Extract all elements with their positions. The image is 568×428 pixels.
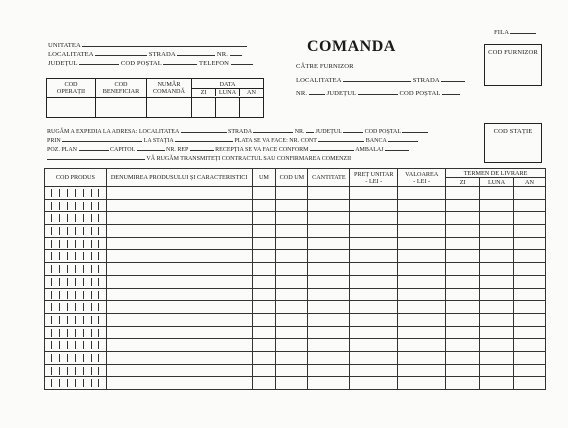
cod-statie-box[interactable] <box>484 123 542 163</box>
termen-zi-cell[interactable] <box>446 377 480 390</box>
termen-an-cell[interactable] <box>514 212 546 225</box>
cod-furnizor-label: COD FURNIZOR <box>488 49 538 56</box>
valoarea-cell[interactable] <box>398 225 446 238</box>
um-cell[interactable] <box>252 250 276 263</box>
termen-an-cell[interactable] <box>514 237 546 250</box>
valoarea-cell[interactable] <box>398 263 446 276</box>
termen-zi-cell[interactable] <box>446 237 480 250</box>
telefon-label: TELEFON <box>199 60 230 67</box>
cod-produs-cell[interactable] <box>45 377 107 390</box>
capitol-line <box>137 144 165 151</box>
valoarea-cell[interactable] <box>398 237 446 250</box>
termen-zi-cell[interactable] <box>446 339 480 352</box>
digit-dividers <box>45 352 106 364</box>
cod-produs-cell[interactable] <box>45 313 107 326</box>
strada-line <box>177 49 215 56</box>
cod-um-cell[interactable] <box>276 377 308 390</box>
cod-operatii-cell[interactable] <box>47 98 96 118</box>
furnizor-cod-postal-line <box>442 88 460 95</box>
cantitate-cell[interactable] <box>308 288 350 301</box>
table-row <box>45 199 546 212</box>
cod-statie-label: COD STAȚIE <box>493 128 533 135</box>
cod-beneficiar-cell[interactable] <box>96 98 147 118</box>
cantitate-cell[interactable] <box>308 313 350 326</box>
termen-luna-cell[interactable] <box>480 351 514 364</box>
furnizor-cod-postal-label: COD POȘTAL <box>399 90 441 97</box>
cod-produs-cell[interactable] <box>45 199 107 212</box>
numar-comanda-header: NUMĂR COMANDĂ <box>147 79 192 98</box>
cod-um-cell[interactable] <box>276 339 308 352</box>
um-cell[interactable] <box>252 351 276 364</box>
delivery-line-3[interactable] <box>47 144 409 153</box>
cod-furnizor-box[interactable] <box>484 44 542 86</box>
um-cell[interactable] <box>252 187 276 200</box>
ambalaj-label: AMBALAJ <box>355 147 384 153</box>
termen-livrare-header: TERMEN DE LIVRARE <box>446 169 546 178</box>
termen-zi-cell[interactable] <box>446 351 480 364</box>
um-header: UM <box>252 169 276 187</box>
termen-an-cell[interactable] <box>514 313 546 326</box>
termen-luna-cell[interactable] <box>480 212 514 225</box>
luna-cell[interactable] <box>216 98 240 117</box>
nr-label: NR. <box>216 51 228 58</box>
um-cell[interactable] <box>252 225 276 238</box>
termen-an-cell[interactable] <box>514 326 546 339</box>
cod-um-cell[interactable] <box>276 275 308 288</box>
table-row <box>45 187 546 200</box>
furnizor-nr-field[interactable] <box>296 88 460 97</box>
cantitate-header: CANTITATE <box>308 169 350 187</box>
expediere-nr-line <box>306 126 314 133</box>
cod-operatii-header: COD OPERAȚII <box>47 79 96 98</box>
digit-dividers <box>45 289 106 301</box>
expediere-label: RUGĂM A EXPEDIA LA ADRESA: LOCALITATEA <box>47 129 180 135</box>
table-row <box>45 351 546 364</box>
denumirea-cell[interactable] <box>106 326 252 339</box>
termen-luna-cell[interactable] <box>480 364 514 377</box>
denumirea-cell[interactable] <box>106 263 252 276</box>
digit-dividers <box>45 339 106 351</box>
cod-um-cell[interactable] <box>276 301 308 314</box>
cantitate-cell[interactable] <box>308 212 350 225</box>
cod-produs-cell[interactable] <box>45 225 107 238</box>
termen-luna-cell[interactable] <box>480 339 514 352</box>
valoarea-header: VALOAREA - LEI - <box>398 169 446 187</box>
cantitate-cell[interactable] <box>308 326 350 339</box>
localitatea-label: LOCALITATEA <box>48 51 94 58</box>
expediere-strada-line <box>253 126 293 133</box>
cod-um-cell[interactable] <box>276 187 308 200</box>
termen-luna-cell[interactable] <box>480 275 514 288</box>
cod-produs-cell[interactable] <box>45 237 107 250</box>
table-row <box>45 263 546 276</box>
confirmare-label: VĂ RUGĂM TRANSMITEȚI CONTRACTUL SAU CONFIRMAREA COMENZII <box>146 156 352 162</box>
cantitate-cell[interactable] <box>308 199 350 212</box>
denumirea-cell[interactable] <box>106 364 252 377</box>
pret-unitar-cell[interactable] <box>350 339 398 352</box>
denumirea-cell[interactable] <box>106 339 252 352</box>
table-row <box>45 313 546 326</box>
expediere-localitatea-line <box>181 126 227 133</box>
termen-luna-cell[interactable] <box>480 326 514 339</box>
termen-luna-cell[interactable] <box>480 377 514 390</box>
pret-unitar-cell[interactable] <box>350 275 398 288</box>
denumirea-cell[interactable] <box>106 212 252 225</box>
pret-unitar-cell[interactable] <box>350 313 398 326</box>
valoarea-cell[interactable] <box>398 301 446 314</box>
cod-postal-line <box>163 58 197 65</box>
termen-an-cell[interactable] <box>514 351 546 364</box>
cod-um-cell[interactable] <box>276 263 308 276</box>
cantitate-cell[interactable] <box>308 275 350 288</box>
receptia-line <box>310 144 354 151</box>
termen-an-cell[interactable] <box>514 339 546 352</box>
denumirea-cell[interactable] <box>106 275 252 288</box>
digit-dividers <box>45 314 106 326</box>
digit-dividers <box>45 301 106 313</box>
confirmare-line <box>47 153 145 160</box>
digit-dividers <box>45 238 106 250</box>
cod-um-cell[interactable] <box>276 225 308 238</box>
digit-dividers <box>45 276 106 288</box>
cod-produs-cell[interactable] <box>45 339 107 352</box>
table-row <box>45 237 546 250</box>
cod-um-cell[interactable] <box>276 364 308 377</box>
termen-an-cell[interactable] <box>514 263 546 276</box>
termen-luna-cell[interactable] <box>480 263 514 276</box>
cod-beneficiar-header: COD BENEFICIAR <box>96 79 147 98</box>
cod-um-cell[interactable] <box>276 326 308 339</box>
cantitate-cell[interactable] <box>308 237 350 250</box>
um-cell[interactable] <box>252 313 276 326</box>
pret-unitar-header: PREȚ UNITAR - LEI - <box>350 169 398 187</box>
um-cell[interactable] <box>252 199 276 212</box>
receptia-label: RECEPȚIA SE VA FACE CONFORM <box>215 147 309 153</box>
denumirea-cell[interactable] <box>106 237 252 250</box>
furnizor-nr-label: NR. <box>296 90 308 97</box>
digit-dividers <box>45 327 106 339</box>
denumirea-cell[interactable] <box>106 250 252 263</box>
pret-unitar-cell[interactable] <box>350 225 398 238</box>
numar-comanda-cell[interactable] <box>147 98 192 118</box>
cod-produs-cell[interactable] <box>45 326 107 339</box>
um-cell[interactable] <box>252 263 276 276</box>
furnizor-localitatea-line <box>343 75 411 82</box>
banca-label: BANCA <box>365 138 387 144</box>
cantitate-cell[interactable] <box>308 351 350 364</box>
pret-unitar-cell[interactable] <box>350 288 398 301</box>
valoarea-cell[interactable] <box>398 377 446 390</box>
furnizor-localitatea-field[interactable] <box>296 75 465 84</box>
unitatea-field[interactable] <box>48 40 247 49</box>
termen-zi-cell[interactable] <box>446 288 480 301</box>
digit-dividers <box>45 212 106 224</box>
pret-unitar-cell[interactable] <box>350 351 398 364</box>
judetul-label: JUDEȚUL <box>48 60 78 67</box>
banca-line <box>388 135 418 142</box>
denumirea-cell[interactable] <box>106 313 252 326</box>
judetul-line <box>79 58 119 65</box>
cod-produs-cell[interactable] <box>45 364 107 377</box>
plata-cont-line <box>318 135 364 142</box>
um-cell[interactable] <box>252 339 276 352</box>
cod-produs-header: COD PRODUS <box>45 169 107 187</box>
unitatea-label: UNITATEA <box>48 42 81 49</box>
table-row <box>45 212 546 225</box>
pret-unitar-cell[interactable] <box>350 301 398 314</box>
plata-cont-label: PLATA SE VA FACE: NR. CONT <box>234 138 317 144</box>
termen-luna-cell[interactable] <box>480 313 514 326</box>
products-table <box>44 168 546 390</box>
localitatea-field[interactable] <box>48 49 242 58</box>
pret-unitar-cell[interactable] <box>350 263 398 276</box>
cantitate-cell[interactable] <box>308 377 350 390</box>
cantitate-cell[interactable] <box>308 250 350 263</box>
denumirea-cell[interactable] <box>106 187 252 200</box>
valoarea-cell[interactable] <box>398 199 446 212</box>
nr-line <box>230 49 242 56</box>
cantitate-cell[interactable] <box>308 301 350 314</box>
cod-um-cell[interactable] <box>276 351 308 364</box>
termen-an-cell[interactable] <box>514 377 546 390</box>
digit-dividers <box>45 187 106 199</box>
statia-line <box>175 135 233 142</box>
table-row <box>45 339 546 352</box>
prin-label: PRIN <box>47 138 61 144</box>
termen-an-cell[interactable] <box>514 301 546 314</box>
an-header: AN <box>247 88 256 96</box>
digit-dividers <box>45 365 106 377</box>
valoarea-cell[interactable] <box>398 187 446 200</box>
um-cell[interactable] <box>252 237 276 250</box>
cod-um-cell[interactable] <box>276 313 308 326</box>
cantitate-cell[interactable] <box>308 339 350 352</box>
termen-luna-cell[interactable] <box>480 301 514 314</box>
cantitate-cell[interactable] <box>308 187 350 200</box>
fila-label: FILA <box>494 29 509 36</box>
delivery-line-4[interactable] <box>47 153 351 162</box>
denumirea-cell[interactable] <box>106 288 252 301</box>
furnizor-judetul-line <box>358 88 398 95</box>
valoarea-cell[interactable] <box>398 212 446 225</box>
furnizor-strada-label: STRADA <box>412 77 440 84</box>
cod-produs-cell[interactable] <box>45 250 107 263</box>
telefon-line <box>231 58 253 65</box>
denumirea-header: DENUMIREA PRODUSULUI ȘI CARACTERISTICI <box>106 169 252 187</box>
valoarea-cell[interactable] <box>398 275 446 288</box>
catre-furnizor-label: CĂTRE FURNIZOR <box>296 63 354 70</box>
strada-label: STRADA <box>148 51 176 58</box>
cod-um-cell[interactable] <box>276 199 308 212</box>
furnizor-strada-line <box>441 75 465 82</box>
statia-label: LA STAȚIA <box>143 138 174 144</box>
table-row <box>45 250 546 263</box>
delivery-line-2[interactable] <box>47 135 418 144</box>
table-row <box>45 326 546 339</box>
digit-dividers <box>45 263 106 275</box>
termen-zi-header: ZI <box>446 178 480 187</box>
termen-an-cell[interactable] <box>514 364 546 377</box>
termen-zi-cell[interactable] <box>446 199 480 212</box>
cod-produs-cell[interactable] <box>45 275 107 288</box>
termen-an-cell[interactable] <box>514 199 546 212</box>
prin-line <box>62 135 142 142</box>
ambalaj-line <box>385 144 409 151</box>
cod-produs-cell[interactable] <box>45 288 107 301</box>
pret-unitar-cell[interactable] <box>350 199 398 212</box>
furnizor-judetul-label: JUDEȚUL <box>326 90 356 97</box>
digit-dividers <box>45 250 106 262</box>
termen-an-cell[interactable] <box>514 250 546 263</box>
termen-an-cell[interactable] <box>514 187 546 200</box>
document-title: COMANDA <box>307 38 396 55</box>
cantitate-cell[interactable] <box>308 364 350 377</box>
localitatea-line <box>95 49 147 56</box>
termen-zi-cell[interactable] <box>446 225 480 238</box>
furnizor-nr-line <box>309 88 325 95</box>
luna-header: LUNA <box>216 89 240 96</box>
unitatea-line <box>82 40 247 47</box>
denumirea-cell[interactable] <box>106 301 252 314</box>
pret-unitar-cell[interactable] <box>350 187 398 200</box>
um-cell[interactable] <box>252 364 276 377</box>
expediere-judetul-label: JUDEȚUL <box>315 129 342 135</box>
table-row <box>45 288 546 301</box>
cantitate-cell[interactable] <box>308 263 350 276</box>
poz-plan-line <box>79 144 109 151</box>
um-cell[interactable] <box>252 301 276 314</box>
termen-zi-cell[interactable] <box>446 326 480 339</box>
poz-plan-label: POZ. PLAN <box>47 147 78 153</box>
table-row <box>45 225 546 238</box>
cod-um-header: COD UM <box>276 169 308 187</box>
cod-um-cell[interactable] <box>276 212 308 225</box>
termen-luna-header: LUNA <box>480 178 514 187</box>
nr-rep-line <box>190 144 214 151</box>
table-row <box>45 301 546 314</box>
um-cell[interactable] <box>252 326 276 339</box>
cod-produs-cell[interactable] <box>45 187 107 200</box>
um-cell[interactable] <box>252 377 276 390</box>
table-row <box>45 364 546 377</box>
termen-luna-cell[interactable] <box>480 187 514 200</box>
termen-luna-cell[interactable] <box>480 199 514 212</box>
expediere-strada-label: STRADA <box>228 129 252 135</box>
cod-produs-cell[interactable] <box>45 301 107 314</box>
digit-dividers <box>45 200 106 212</box>
delivery-line-1[interactable] <box>47 126 428 135</box>
an-cell[interactable] <box>240 98 263 117</box>
termen-an-cell[interactable] <box>514 275 546 288</box>
termen-zi-cell[interactable] <box>446 212 480 225</box>
um-cell[interactable] <box>252 212 276 225</box>
expediere-cod-postal-label: COD POȘTAL <box>364 129 401 135</box>
data-cell[interactable] <box>192 98 264 118</box>
termen-luna-cell[interactable] <box>480 237 514 250</box>
expediere-nr-label: NR. <box>294 129 305 135</box>
termen-an-header: AN <box>514 178 546 187</box>
table-row <box>45 275 546 288</box>
termen-zi-cell[interactable] <box>446 263 480 276</box>
pret-unitar-cell[interactable] <box>350 212 398 225</box>
codes-table <box>46 78 264 118</box>
pret-unitar-cell[interactable] <box>350 237 398 250</box>
cod-postal-label: COD POȘTAL <box>120 60 162 67</box>
termen-zi-cell[interactable] <box>446 275 480 288</box>
cod-produs-cell[interactable] <box>45 212 107 225</box>
termen-an-cell[interactable] <box>514 225 546 238</box>
data-header: DATA ZI LUNA AN <box>192 79 264 98</box>
pret-unitar-cell[interactable] <box>350 250 398 263</box>
denumirea-cell[interactable] <box>106 225 252 238</box>
capitol-label: CAPITOL <box>110 147 136 153</box>
fila-line <box>510 27 536 34</box>
zi-header: ZI <box>192 89 216 96</box>
valoarea-cell[interactable] <box>398 326 446 339</box>
pret-unitar-cell[interactable] <box>350 377 398 390</box>
nr-rep-label: NR. REP <box>166 147 189 153</box>
digit-dividers <box>45 377 106 389</box>
judetul-field[interactable] <box>48 58 253 67</box>
valoarea-cell[interactable] <box>398 250 446 263</box>
expediere-judetul-line <box>343 126 363 133</box>
termen-luna-cell[interactable] <box>480 250 514 263</box>
um-cell[interactable] <box>252 288 276 301</box>
um-cell[interactable] <box>252 275 276 288</box>
termen-zi-cell[interactable] <box>446 187 480 200</box>
termen-an-cell[interactable] <box>514 288 546 301</box>
valoarea-cell[interactable] <box>398 364 446 377</box>
valoarea-cell[interactable] <box>398 351 446 364</box>
cod-um-cell[interactable] <box>276 288 308 301</box>
cod-um-cell[interactable] <box>276 250 308 263</box>
denumirea-cell[interactable] <box>106 377 252 390</box>
table-row <box>45 377 546 390</box>
pret-unitar-cell[interactable] <box>350 364 398 377</box>
valoarea-cell[interactable] <box>398 313 446 326</box>
termen-zi-cell[interactable] <box>446 301 480 314</box>
fila-field[interactable] <box>494 27 536 36</box>
termen-luna-cell[interactable] <box>480 288 514 301</box>
cod-um-cell[interactable] <box>276 237 308 250</box>
catre-furnizor-field[interactable] <box>296 63 354 70</box>
termen-zi-cell[interactable] <box>446 364 480 377</box>
pret-unitar-cell[interactable] <box>350 326 398 339</box>
furnizor-localitatea-label: LOCALITATEA <box>296 77 342 84</box>
denumirea-cell[interactable] <box>106 351 252 364</box>
expediere-cod-postal-line <box>402 126 428 133</box>
cod-produs-cell[interactable] <box>45 263 107 276</box>
zi-cell[interactable] <box>192 98 216 117</box>
cod-produs-cell[interactable] <box>45 351 107 364</box>
termen-luna-cell[interactable] <box>480 225 514 238</box>
denumirea-cell[interactable] <box>106 199 252 212</box>
termen-zi-cell[interactable] <box>446 313 480 326</box>
termen-zi-cell[interactable] <box>446 250 480 263</box>
digit-dividers <box>45 225 106 237</box>
valoarea-cell[interactable] <box>398 288 446 301</box>
cantitate-cell[interactable] <box>308 225 350 238</box>
valoarea-cell[interactable] <box>398 339 446 352</box>
